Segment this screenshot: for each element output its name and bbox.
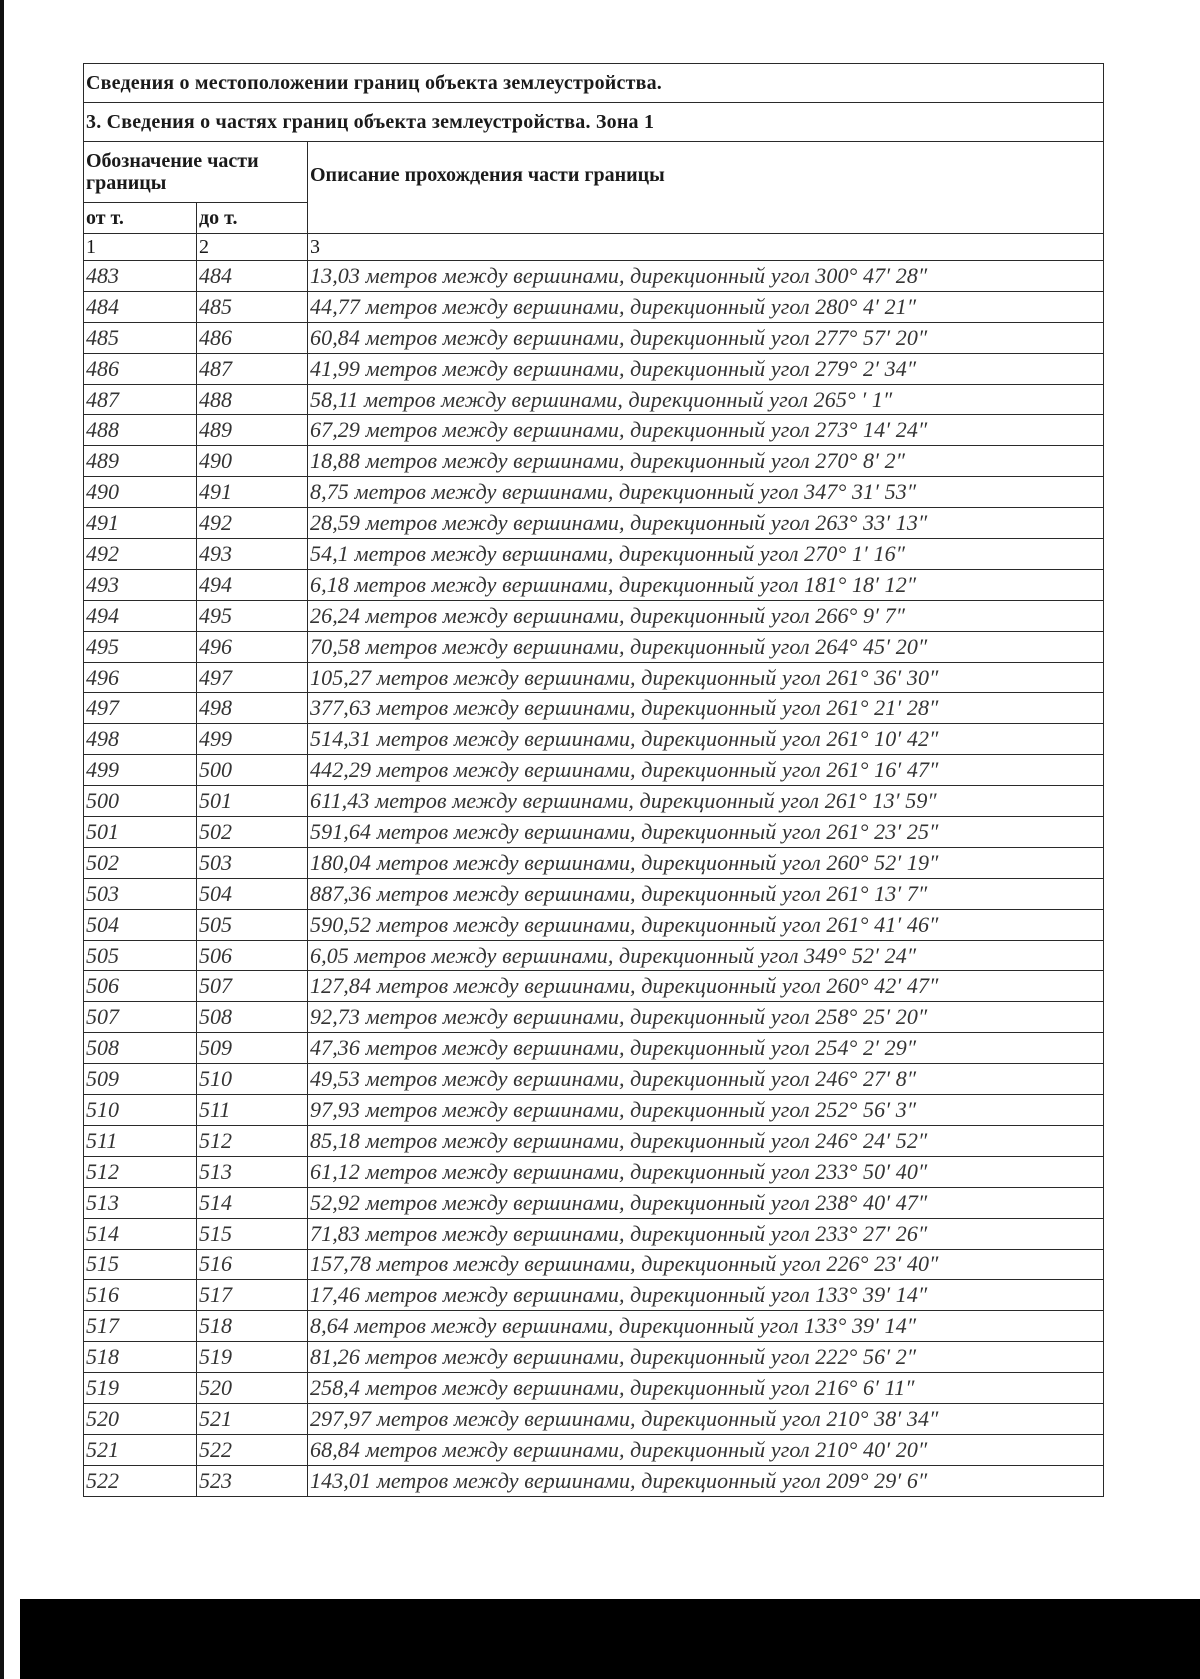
table-row bbox=[84, 755, 1104, 786]
to-point-cell: 517 bbox=[197, 1280, 308, 1311]
description-cell: 54,1 метров между вершинами, дирекционный угол 270° 1′ 16″ bbox=[308, 539, 1104, 570]
from-point-cell: 498 bbox=[84, 724, 197, 755]
table-row bbox=[84, 508, 1104, 539]
from-point-cell: 521 bbox=[84, 1434, 197, 1465]
to-point-cell: 489 bbox=[197, 415, 308, 446]
to-point-cell: 498 bbox=[197, 693, 308, 724]
description-cell: 81,26 метров между вершинами, дирекционный угол 222° 56′ 2″ bbox=[308, 1342, 1104, 1373]
from-point-cell: 483 bbox=[84, 261, 197, 292]
table-row bbox=[84, 291, 1104, 322]
to-point-cell: 499 bbox=[197, 724, 308, 755]
table-row bbox=[84, 353, 1104, 384]
table-row bbox=[84, 384, 1104, 415]
description-cell: 377,63 метров между вершинами, дирекционный угол 261° 21′ 28″ bbox=[308, 693, 1104, 724]
table-row bbox=[84, 600, 1104, 631]
from-point-cell: 517 bbox=[84, 1311, 197, 1342]
to-point-cell: 484 bbox=[197, 261, 308, 292]
section-title: 3. Сведения о частях границ объекта землеустройства. Зона 1 bbox=[84, 103, 1104, 142]
from-point-cell: 516 bbox=[84, 1280, 197, 1311]
description-cell: 127,84 метров между вершинами, дирекционный угол 260° 42′ 47″ bbox=[308, 971, 1104, 1002]
from-point-cell: 512 bbox=[84, 1156, 197, 1187]
to-point-cell: 513 bbox=[197, 1156, 308, 1187]
description-cell: 143,01 метров между вершинами, дирекционный угол 209° 29′ 6″ bbox=[308, 1465, 1104, 1496]
description-cell: 47,36 метров между вершинами, дирекционный угол 254° 2′ 29″ bbox=[308, 1033, 1104, 1064]
description-cell: 71,83 метров между вершинами, дирекционный угол 233° 27′ 26″ bbox=[308, 1218, 1104, 1249]
description-cell: 97,93 метров между вершинами, дирекционный угол 252° 56′ 3″ bbox=[308, 1095, 1104, 1126]
to-point-cell: 502 bbox=[197, 817, 308, 848]
from-point-cell: 494 bbox=[84, 600, 197, 631]
table-row bbox=[84, 415, 1104, 446]
document-title: Сведения о местоположении границ объекта землеустройства. bbox=[84, 64, 1104, 103]
table-row bbox=[84, 322, 1104, 353]
table-row bbox=[84, 971, 1104, 1002]
to-point-cell: 488 bbox=[197, 384, 308, 415]
to-point-cell: 485 bbox=[197, 291, 308, 322]
to-point-cell: 514 bbox=[197, 1187, 308, 1218]
table-row bbox=[84, 1280, 1104, 1311]
from-point-cell: 507 bbox=[84, 1002, 197, 1033]
boundary-table bbox=[83, 63, 1104, 1497]
to-point-cell: 503 bbox=[197, 847, 308, 878]
to-point-cell: 495 bbox=[197, 600, 308, 631]
table-row bbox=[84, 1403, 1104, 1434]
from-point-cell: 506 bbox=[84, 971, 197, 1002]
to-point-cell: 518 bbox=[197, 1311, 308, 1342]
from-point-cell: 485 bbox=[84, 322, 197, 353]
to-point-cell: 493 bbox=[197, 539, 308, 570]
table-row bbox=[84, 1002, 1104, 1033]
designation-header: Обозначение части границы bbox=[84, 142, 308, 203]
table-row bbox=[84, 569, 1104, 600]
to-point-cell: 512 bbox=[197, 1125, 308, 1156]
from-point-cell: 491 bbox=[84, 508, 197, 539]
to-point-cell: 486 bbox=[197, 322, 308, 353]
description-cell: 13,03 метров между вершинами, дирекционный угол 300° 47′ 28″ bbox=[308, 261, 1104, 292]
from-point-cell: 510 bbox=[84, 1095, 197, 1126]
table-row bbox=[84, 1373, 1104, 1404]
description-cell: 157,78 метров между вершинами, дирекционный угол 226° 23′ 40″ bbox=[308, 1249, 1104, 1280]
from-point-cell: 505 bbox=[84, 940, 197, 971]
description-cell: 611,43 метров между вершинами, дирекционный угол 261° 13′ 59″ bbox=[308, 786, 1104, 817]
to-point-cell: 506 bbox=[197, 940, 308, 971]
description-cell: 26,24 метров между вершинами, дирекционный угол 266° 9′ 7″ bbox=[308, 600, 1104, 631]
description-cell: 514,31 метров между вершинами, дирекционный угол 261° 10′ 42″ bbox=[308, 724, 1104, 755]
from-point-cell: 488 bbox=[84, 415, 197, 446]
description-cell: 8,64 метров между вершинами, дирекционный угол 133° 39′ 14″ bbox=[308, 1311, 1104, 1342]
description-cell: 105,27 метров между вершинами, дирекционный угол 261° 36′ 30″ bbox=[308, 662, 1104, 693]
table-row bbox=[84, 1218, 1104, 1249]
description-cell: 58,11 метров между вершинами, дирекционный угол 265° ′ 1″ bbox=[308, 384, 1104, 415]
table-row bbox=[84, 817, 1104, 848]
to-point-cell: 497 bbox=[197, 662, 308, 693]
description-cell: 17,46 метров между вершинами, дирекционный угол 133° 39′ 14″ bbox=[308, 1280, 1104, 1311]
table-row bbox=[84, 539, 1104, 570]
to-point-cell: 505 bbox=[197, 909, 308, 940]
to-point-cell: 500 bbox=[197, 755, 308, 786]
to-point-cell: 491 bbox=[197, 477, 308, 508]
to-point-cell: 522 bbox=[197, 1434, 308, 1465]
description-cell: 18,88 метров между вершинами, дирекционный угол 270° 8′ 2″ bbox=[308, 446, 1104, 477]
from-point-cell: 499 bbox=[84, 755, 197, 786]
to-point-cell: 510 bbox=[197, 1064, 308, 1095]
from-point-cell: 511 bbox=[84, 1125, 197, 1156]
from-point-cell: 495 bbox=[84, 631, 197, 662]
to-point-cell: 487 bbox=[197, 353, 308, 384]
description-cell: 180,04 метров между вершинами, дирекционный угол 260° 52′ 19″ bbox=[308, 847, 1104, 878]
from-point-cell: 514 bbox=[84, 1218, 197, 1249]
table-row bbox=[84, 1434, 1104, 1465]
description-cell: 67,29 метров между вершинами, дирекционный угол 273° 14′ 24″ bbox=[308, 415, 1104, 446]
to-point-cell: 504 bbox=[197, 878, 308, 909]
to-point-cell: 519 bbox=[197, 1342, 308, 1373]
to-point-cell: 492 bbox=[197, 508, 308, 539]
description-cell: 41,99 метров между вершинами, дирекционный угол 279° 2′ 34″ bbox=[308, 353, 1104, 384]
table-row bbox=[84, 1342, 1104, 1373]
table-row bbox=[84, 261, 1104, 292]
from-point-cell: 508 bbox=[84, 1033, 197, 1064]
to-point-cell: 501 bbox=[197, 786, 308, 817]
to-point-cell: 496 bbox=[197, 631, 308, 662]
column-number-1: 1 bbox=[84, 234, 197, 261]
table-row bbox=[84, 1125, 1104, 1156]
description-cell: 61,12 метров между вершинами, дирекционный угол 233° 50′ 40″ bbox=[308, 1156, 1104, 1187]
table-row bbox=[84, 1187, 1104, 1218]
from-point-cell: 484 bbox=[84, 291, 197, 322]
from-point-cell: 515 bbox=[84, 1249, 197, 1280]
from-point-cell: 519 bbox=[84, 1373, 197, 1404]
from-point-cell: 492 bbox=[84, 539, 197, 570]
description-cell: 92,73 метров между вершинами, дирекционный угол 258° 25′ 20″ bbox=[308, 1002, 1104, 1033]
from-point-cell: 513 bbox=[84, 1187, 197, 1218]
description-cell: 590,52 метров между вершинами, дирекционный угол 261° 41′ 46″ bbox=[308, 909, 1104, 940]
to-point-cell: 523 bbox=[197, 1465, 308, 1496]
from-point-cell: 502 bbox=[84, 847, 197, 878]
from-point-cell: 489 bbox=[84, 446, 197, 477]
table-row bbox=[84, 631, 1104, 662]
table-row bbox=[84, 1311, 1104, 1342]
to-point-cell: 507 bbox=[197, 971, 308, 1002]
from-point-cell: 501 bbox=[84, 817, 197, 848]
description-cell: 297,97 метров между вершинами, дирекционный угол 210° 38′ 34″ bbox=[308, 1403, 1104, 1434]
from-point-cell: 504 bbox=[84, 909, 197, 940]
table-row bbox=[84, 1249, 1104, 1280]
to-point-cell: 515 bbox=[197, 1218, 308, 1249]
table-row bbox=[84, 909, 1104, 940]
from-point-cell: 520 bbox=[84, 1403, 197, 1434]
from-point-cell: 500 bbox=[84, 786, 197, 817]
table-row bbox=[84, 940, 1104, 971]
to-point-cell: 508 bbox=[197, 1002, 308, 1033]
description-cell: 258,4 метров между вершинами, дирекционный угол 216° 6′ 11″ bbox=[308, 1373, 1104, 1404]
table-row bbox=[84, 1156, 1104, 1187]
table-row bbox=[84, 1465, 1104, 1496]
table-row bbox=[84, 662, 1104, 693]
from-point-cell: 503 bbox=[84, 878, 197, 909]
table-row bbox=[84, 1064, 1104, 1095]
to-point-cell: 490 bbox=[197, 446, 308, 477]
from-point-cell: 490 bbox=[84, 477, 197, 508]
description-cell: 28,59 метров между вершинами, дирекционный угол 263° 33′ 13″ bbox=[308, 508, 1104, 539]
scan-bottom-bar bbox=[20, 1599, 1200, 1679]
table-row bbox=[84, 1033, 1104, 1064]
from-point-cell: 518 bbox=[84, 1342, 197, 1373]
to-point-cell: 494 bbox=[197, 569, 308, 600]
from-point-cell: 497 bbox=[84, 693, 197, 724]
description-cell: 52,92 метров между вершинами, дирекционный угол 238° 40′ 47″ bbox=[308, 1187, 1104, 1218]
table-row bbox=[84, 446, 1104, 477]
description-cell: 49,53 метров между вершинами, дирекционный угол 246° 27′ 8″ bbox=[308, 1064, 1104, 1095]
from-point-cell: 487 bbox=[84, 384, 197, 415]
description-cell: 68,84 метров между вершинами, дирекционный угол 210° 40′ 20″ bbox=[308, 1434, 1104, 1465]
description-cell: 60,84 метров между вершинами, дирекционный угол 277° 57′ 20″ bbox=[308, 322, 1104, 353]
table-row bbox=[84, 724, 1104, 755]
from-point-cell: 486 bbox=[84, 353, 197, 384]
table-row bbox=[84, 693, 1104, 724]
to-point-cell: 516 bbox=[197, 1249, 308, 1280]
to-point-cell: 509 bbox=[197, 1033, 308, 1064]
to-header: до т. bbox=[197, 203, 308, 234]
table-row bbox=[84, 1095, 1104, 1126]
description-cell: 44,77 метров между вершинами, дирекционный угол 280° 4′ 21″ bbox=[308, 291, 1104, 322]
from-header: от т. bbox=[84, 203, 197, 234]
from-point-cell: 493 bbox=[84, 569, 197, 600]
table-row bbox=[84, 878, 1104, 909]
description-cell: 85,18 метров между вершинами, дирекционный угол 246° 24′ 52″ bbox=[308, 1125, 1104, 1156]
from-point-cell: 509 bbox=[84, 1064, 197, 1095]
description-cell: 442,29 метров между вершинами, дирекционный угол 261° 16′ 47″ bbox=[308, 755, 1104, 786]
description-cell: 887,36 метров между вершинами, дирекционный угол 261° 13′ 7″ bbox=[308, 878, 1104, 909]
description-cell: 6,18 метров между вершинами, дирекционный угол 181° 18′ 12″ bbox=[308, 569, 1104, 600]
column-number-2: 2 bbox=[197, 234, 308, 261]
page-left-edge bbox=[0, 0, 4, 1679]
table-row bbox=[84, 786, 1104, 817]
description-cell: 8,75 метров между вершинами, дирекционный угол 347° 31′ 53″ bbox=[308, 477, 1104, 508]
table-row bbox=[84, 477, 1104, 508]
column-number-3: 3 bbox=[308, 234, 1104, 261]
description-header: Описание прохождения части границы bbox=[308, 142, 1104, 234]
to-point-cell: 511 bbox=[197, 1095, 308, 1126]
from-point-cell: 522 bbox=[84, 1465, 197, 1496]
table-row bbox=[84, 847, 1104, 878]
description-cell: 6,05 метров между вершинами, дирекционный угол 349° 52′ 24″ bbox=[308, 940, 1104, 971]
description-cell: 591,64 метров между вершинами, дирекционный угол 261° 23′ 25″ bbox=[308, 817, 1104, 848]
description-cell: 70,58 метров между вершинами, дирекционный угол 264° 45′ 20″ bbox=[308, 631, 1104, 662]
to-point-cell: 520 bbox=[197, 1373, 308, 1404]
to-point-cell: 521 bbox=[197, 1403, 308, 1434]
from-point-cell: 496 bbox=[84, 662, 197, 693]
